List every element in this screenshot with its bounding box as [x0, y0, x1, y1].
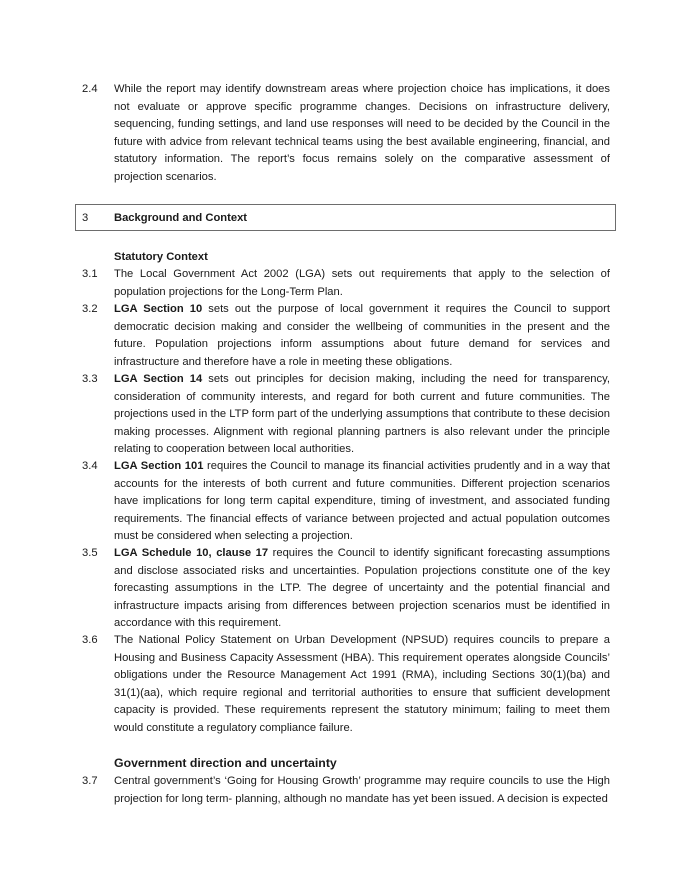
- paragraph-number: 3.6: [82, 634, 98, 646]
- paragraph-number: 3.7: [82, 775, 98, 787]
- paragraph-number: 3.4: [82, 460, 98, 472]
- bold-reference: LGA Section 14: [114, 373, 203, 385]
- paragraph-text: LGA Schedule 10, clause 17 requires the Council to identify significant forecasting assumptions and disclose associated risks and uncertainties. Population projections constitute one of the key forecasting assumptions in the LTP. The degree of uncertainty and the potential financial and infrastructure impacts arising from differences between projection scenarios must be identified in accordance with this requirement.: [114, 547, 610, 629]
- paragraph-number: 3.2: [82, 303, 98, 315]
- paragraph-text: While the report may identify downstream areas where projection choice has implications, it does not evaluate or approve specific programme changes. Decisions on infrastructure delivery, sequencing, funding settings, and land use responses will need to be decided by the Council in the future with advice from relevant technical teams using the best available engineering, financial, and statutory information. The report’s focus remains solely on the comparative assessment of projection scenarios.: [114, 83, 610, 183]
- paragraph-text: Central government’s ‘Going for Housing Growth’ programme may require councils to use the High projection for long term- planning, although no mandate has yet been issued. A decision is expected: [114, 775, 610, 805]
- paragraph-text: The Local Government Act 2002 (LGA) sets out requirements that apply to the selection of population projections for the Long-Term Plan.: [114, 268, 610, 298]
- subheading-government-direction: Government direction and uncertainty: [114, 756, 337, 770]
- section-number: 3: [82, 212, 89, 224]
- paragraph-text: LGA Section 101 requires the Council to manage its financial activities prudently and in a way that accounts for the interests of both current and future communities. Different projection scenarios have implications for long term capital expenditure, timing of investment, and associated funding requirements. The financial effects of variance between projected and actual population outcomes must be considered when selecting a projection.: [114, 460, 610, 542]
- paragraph-number: 3.5: [82, 547, 98, 559]
- paragraph-text: The National Policy Statement on Urban Development (NPSUD) requires councils to prepare a Housing and Business Capacity Assessment (HBA). This requirement operates alongside Councils’ obligations under the Resource Management Act 1991 (RMA), including Sections 30(1)(ba) and 31(1)(aa), which require regional and territorial authorities to ensure that sufficient development capacity is provided. These requirements represent the statutory minimum; failing to meet them would constitute a regulatory compliance failure.: [114, 634, 610, 734]
- paragraph-number: 3.1: [82, 268, 98, 280]
- paragraph-number: 3.3: [82, 373, 98, 385]
- subheading-statutory-context: Statutory Context: [114, 251, 208, 263]
- paragraph-text: LGA Section 14 sets out principles for decision making, including the need for transparency, consideration of community interests, and regard for both current and future communities. The projections used in the LTP form part of the underlying assumptions that contribute to these decision making processes. Alignment with regional planning partners is also relevant under the principle relating to cooperation between local authorities.: [114, 373, 610, 455]
- section-heading-box: [75, 204, 616, 231]
- bold-reference: LGA Section 10: [114, 303, 203, 315]
- section-title: Background and Context: [114, 212, 248, 224]
- paragraph-text: LGA Section 10 sets out the purpose of local government it requires the Council to support democratic decision making and consider the wellbeing of communities in the present and the future. Population projections inform assumptions about future demand for services and infrastructure and therefore have a role in meeting these obligations.: [114, 303, 610, 368]
- bold-reference: LGA Schedule 10, clause 17: [114, 547, 269, 559]
- bold-reference: LGA Section 101: [114, 460, 204, 472]
- paragraph-number: 2.4: [82, 83, 98, 95]
